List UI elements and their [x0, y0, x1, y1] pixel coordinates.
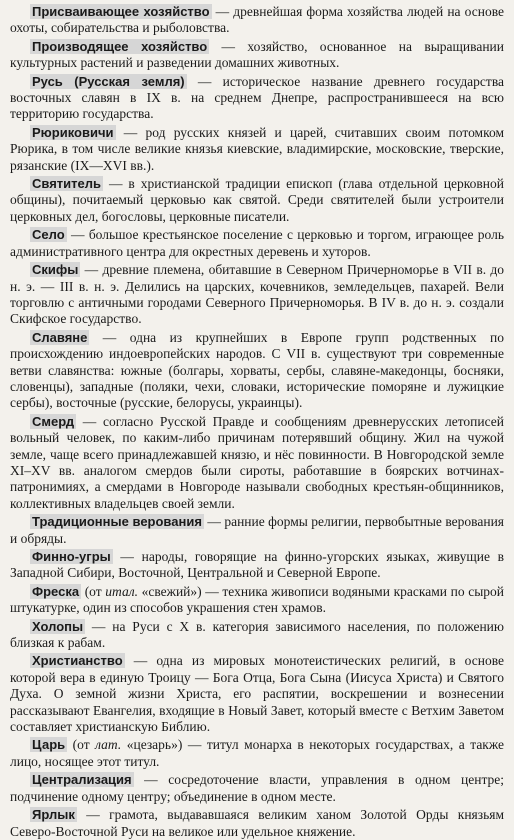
glossary-definition: грамота, выдававшаяся великим ханом Золотой Орды князьям Северо-Восточной Руси на великое или удельное княжение.	[10, 807, 504, 839]
glossary-definition: древние племена, обитавшие в Северном Причерноморье в VII в. до н. э. — III в. н. э. Делились на царских, кочевников, земледельцев, пахарей. Вели торговлю с античными городами Северного Причерноморья. В IV в. до н. э. создали Скифское государство.	[10, 262, 504, 327]
glossary-definition: род русских князей и царей, считавших своим потомком Рюрика, в том числе великие князья киевские, владимирские, московские, тверские, рязанские (IX—XVI вв.).	[10, 124, 505, 173]
glossary-definition: историческое название древнего государства восточных славян в IX в. на среднем Днепре, распространившееся на всю территорию государства.	[10, 73, 505, 122]
glossary-definition: в христианской традиции епископ (глава отдельной церковной общины), почитаемый церковью как святой. Среди святителей были устроители церковных дел, богословы, церковные писатели.	[10, 176, 504, 224]
glossary-term: Село	[32, 227, 65, 243]
glossary-definition: большое крестьянское поселение с церковью и торгом, играющее роль административного центра для окрестных деревень и хуторов.	[10, 227, 504, 259]
glossary-term: Традиционные верования	[32, 514, 202, 530]
glossary-entry: Рюриковичи — род русских князей и царей, считавших своим потомком Рюрика, в том числе великие князья киевские, владимирские, московские, тверские, рязанские (IX—XVI вв.).	[10, 124, 505, 173]
glossary-definition: техника живописи водяными красками по сырой штукатурке, один из способов украшения стен храмов.	[10, 583, 504, 616]
glossary-entry: Ярлык — грамота, выдававшаяся великим ханом Золотой Орды князьям Северо-Восточной Руси на великое или удельное княжение.	[10, 807, 504, 839]
glossary-definition: сосредоточение власти, управления в одном центре; подчинение одному центру; объединение в одном месте.	[10, 772, 505, 804]
glossary-term: Ярлык	[32, 807, 75, 823]
glossary-entry: Финно-угры — народы, говорящие на финно-угорских языках, живущие в Западной Сибири, Восточной, Центральной и Северной Европе.	[10, 549, 505, 581]
glossary-term: Царь	[32, 737, 66, 753]
glossary-definition: древнейшая форма хозяйства людей на основе охоты, собирательства и рыболовства.	[10, 4, 504, 36]
glossary-definition: согласно Русской Правде и сообщениям древнерусских летописей вольный человек, по каким-либо причинам потерявший общину. Жил на чужой земле, чаще всего принадлежавшей князю, и нёс повинности. В Новгородской земле XI–XV вв. аналогом смердов были сироты, работавшие в боярских вотчинах-патронимиях, а смердами в Новгороде называли свободных крестьян-общинников, коллективных владельцев своей земли.	[10, 413, 504, 511]
glossary-term: Производящее хозяйство	[32, 38, 208, 54]
glossary-entry: Русь (Русская земля) — историческое название древнего государства восточных славян в IX в. на среднем Днепре, распространившееся на всю территорию государства.	[10, 73, 505, 122]
glossary-term: Христианство	[32, 653, 123, 669]
glossary-entry: Традиционные верования — ранние формы религии, первобытные верования и обряды.	[10, 514, 505, 546]
glossary-entry: Село — большое крестьянское поселение с церковью и торгом, играющее роль административного центра для окрестных деревень и хуторов.	[10, 227, 504, 259]
glossary-entry: Царь (от лат. «цезарь») — титул монарха в некоторых государствах, а также лицо, носящее этот титул.	[10, 737, 505, 769]
glossary-term: Фреска	[32, 583, 80, 599]
glossary-list	[10, 4, 504, 840]
glossary-entry: Централизация — сосредоточение власти, управления в одном центре; подчинение одному центру; объединение в одном месте.	[10, 772, 505, 804]
glossary-entry: Славяне — одна из крупнейших в Европе групп родственных по происхождению индоевропейских народов. С VII в. существуют три современные ветви славянства: южные (болгары, хорваты, сербы, славяне-македонцы, босняки, словенцы), западные (поляки, чехи, словаки, исторические поморяне и лужицкие сербы), восточные (русские, белорусы, украинцы).	[10, 329, 505, 411]
glossary-entry: Христианство — одна из мировых монотеистических религий, в основе которой вера в единую Троицу — Бога Отца, Бога Сына (Иисуса Христа) и Святого Духа. О земной жизни Христа, его распятии, воскрешении и вознесении рассказывают Евангелия, входящие в Новый Завет, который вместе с Ветхим Заветом составляет христианскую Библию.	[10, 653, 505, 735]
glossary-term: Русь (Русская земля)	[32, 73, 185, 89]
glossary-term: Присваивающее хозяйство	[32, 4, 210, 19]
glossary-entry: Присваивающее хозяйство — древнейшая форма хозяйства людей на основе охоты, собирательства и рыболовства.	[10, 4, 504, 36]
glossary-definition: одна из мировых монотеистических религий, в основе которой вера в единую Троицу — Бога Отца, Бога Сына (Иисуса Христа) и Святого Духа. О земной жизни Христа, его распятии, воскрешении и вознесении рассказывают Евангелия, входящие в Новый Завет, который вместе с Ветхим Заветом составляет христианскую Библию.	[10, 653, 505, 735]
glossary-entry: Фреска (от итал. «свежий») — техника живописи водяными красками по сырой штукатурке, один из способов украшения стен храмов.	[10, 583, 504, 616]
glossary-entry: Скифы — древние племена, обитавшие в Северном Причерноморье в VII в. до н. э. — III в. н. э. Делились на царских, кочевников, земледельцев, пахарей. Вели торговлю с античными городами Северного Причерноморья. В IV в. до н. э. создали Скифское государство.	[10, 262, 504, 327]
glossary-entry: Холопы — на Руси с X в. категория зависимого населения, по положению близкая к рабам.	[10, 618, 504, 651]
glossary-definition: хозяйство, основанное на выращивании культурных растений и разведении домашних животных.	[10, 38, 504, 71]
term-etymology: (от итал. «свежий»)	[84, 583, 202, 599]
glossary-term: Холопы	[32, 618, 84, 634]
glossary-term: Рюриковичи	[32, 124, 114, 140]
glossary-definition: ранние формы религии, первобытные верования и обряды.	[10, 514, 505, 546]
glossary-term: Славяне	[32, 329, 88, 345]
term-etymology: (от лат. «цезарь»)	[72, 737, 183, 753]
glossary-entry: Производящее хозяйство — хозяйство, основанное на выращивании культурных растений и разведении домашних животных.	[10, 38, 504, 71]
glossary-definition: народы, говорящие на финно-угорских языках, живущие в Западной Сибири, Восточной, Центральной и Северной Европе.	[10, 549, 505, 581]
glossary-term: Смерд	[32, 413, 75, 429]
glossary-term: Скифы	[32, 262, 79, 278]
glossary-definition: на Руси с X в. категория зависимого населения, по положению близкая к рабам.	[10, 618, 504, 651]
glossary-entry: Смерд — согласно Русской Правде и сообщениям древнерусских летописей вольный человек, по каким-либо причинам потерявший общину. Жил на чужой земле, чаще всего принадлежавшей князю, и нёс повинности. В Новгородской земле XI–XV вв. аналогом смердов были сироты, работавшие в боярских вотчинах-патронимиях, а смердами в Новгороде называли свободных крестьян-общинников, коллективных владельцев своей земли.	[10, 413, 504, 511]
glossary-definition: титул монарха в некоторых государствах, а также лицо, носящее этот титул.	[10, 737, 505, 769]
glossary-entry: Святитель — в христианской традиции епископ (глава отдельной церковной общины), почитаемый церковью как святой. Среди святителей были устроители церковных дел, богословы, церковные писатели.	[10, 176, 504, 224]
glossary-term: Финно-угры	[32, 549, 111, 564]
glossary-term: Централизация	[32, 772, 132, 788]
glossary-definition: одна из крупнейших в Европе групп родственных по происхождению индоевропейских народов. С VII в. существуют три современные ветви славянства: южные (болгары, хорваты, сербы, славяне-македонцы, босняки, словенцы), западные (поляки, чехи, словаки, исторические поморяне и лужицкие сербы), восточные (русские, белорусы, украинцы).	[10, 329, 505, 411]
glossary-term: Святитель	[32, 176, 101, 192]
